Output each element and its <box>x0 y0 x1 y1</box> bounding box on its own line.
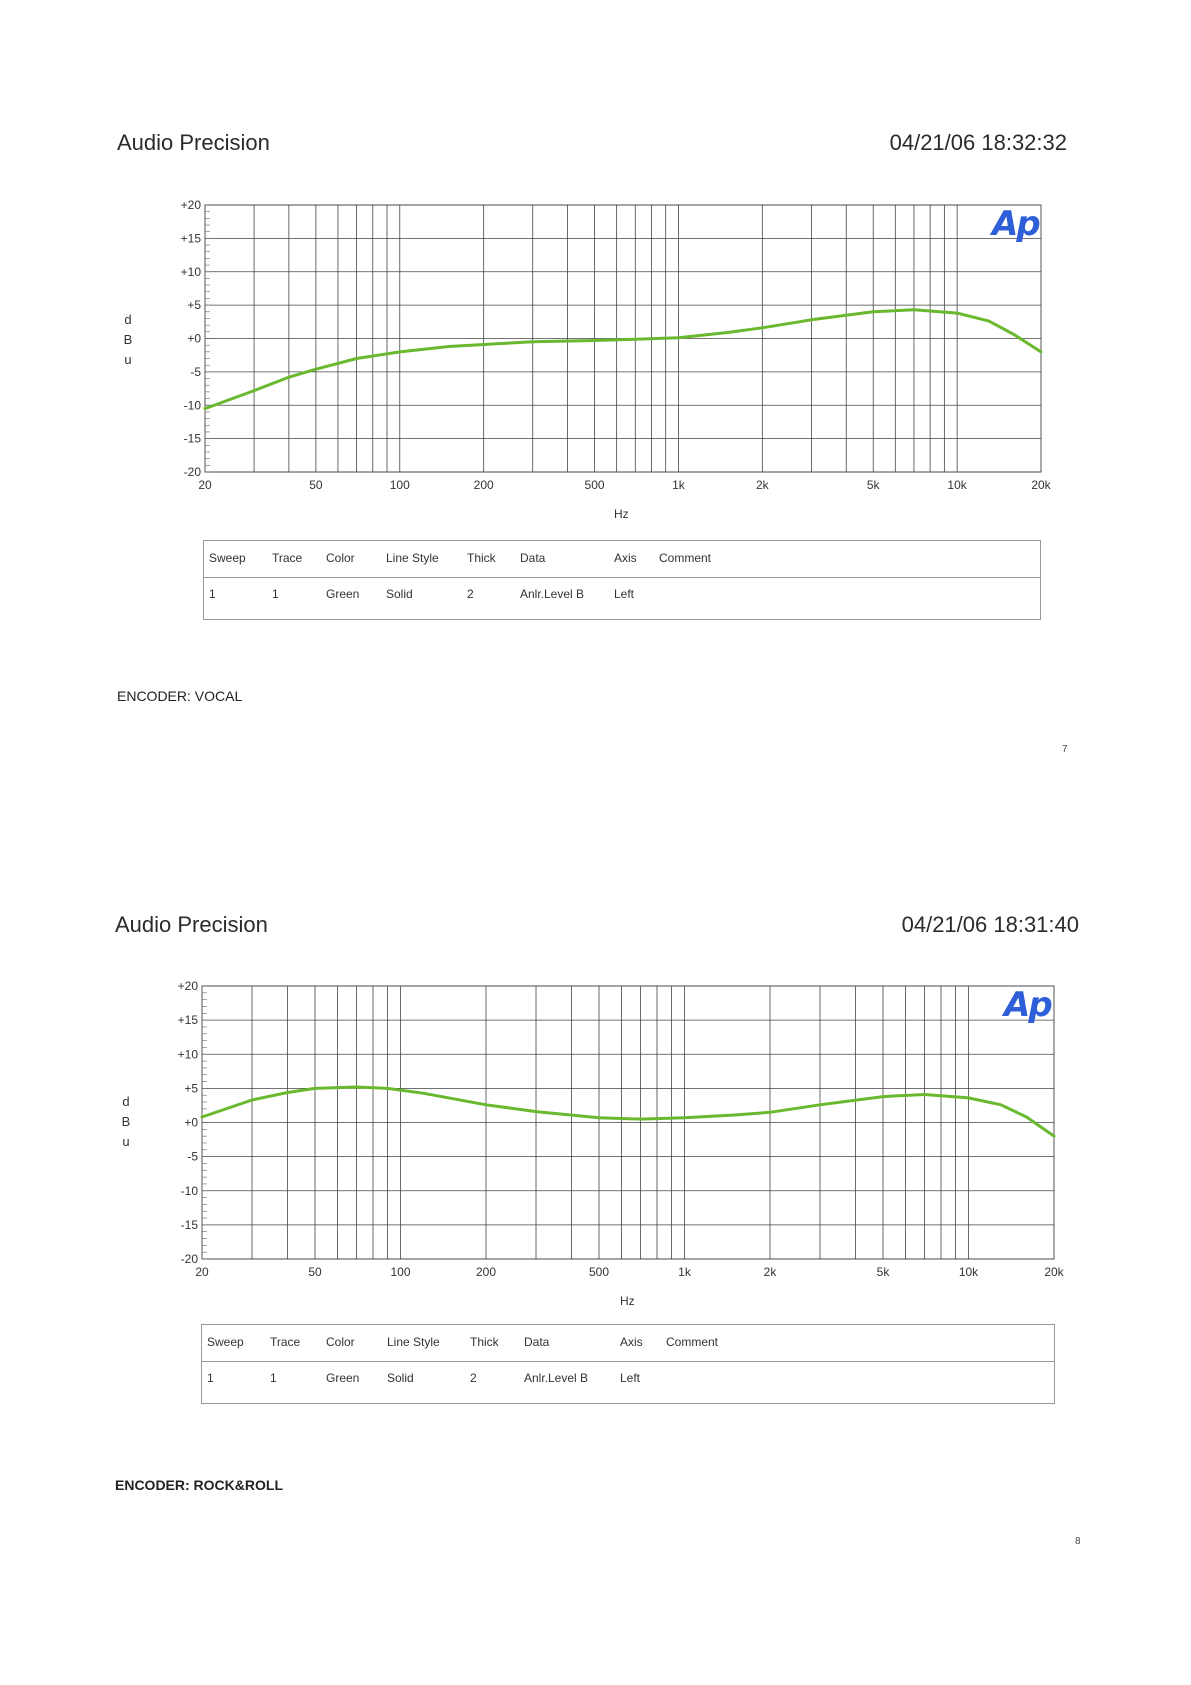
y-tick-label: -10 <box>180 1183 198 1198</box>
legend-cell-thick: 2 <box>467 587 474 601</box>
x-tick-label: 20k <box>1031 478 1051 492</box>
y-tick-label: +5 <box>184 1081 198 1096</box>
chart-area <box>0 780 1191 1540</box>
y-axis-title-b: B <box>123 332 133 347</box>
chart-area <box>0 0 1191 760</box>
legend-cell-color: Green <box>326 1371 360 1385</box>
y-tick-label: -5 <box>187 1149 198 1164</box>
y-tick-label: +0 <box>184 1115 198 1130</box>
legend-cell-trace: 1 <box>270 1371 277 1385</box>
y-tick-label: +15 <box>180 231 201 246</box>
legend-header-data: Data <box>524 1335 550 1349</box>
chart-svg <box>0 0 1191 760</box>
legend-header-comment: Comment <box>659 551 712 565</box>
y-tick-label: +5 <box>187 298 201 313</box>
legend-data-row <box>204 577 1040 613</box>
legend-table <box>203 540 1041 620</box>
y-tick-label: -5 <box>190 364 201 379</box>
y-tick-label: -10 <box>183 398 201 413</box>
y-axis-title-d: d <box>122 1094 130 1109</box>
header-title: Audio Precision <box>115 912 268 937</box>
legend-cell-trace: 1 <box>272 587 279 601</box>
y-axis-title-u: u <box>124 352 132 367</box>
y-axis-title-b: B <box>121 1114 131 1129</box>
ap-logo: Ap <box>992 204 1039 244</box>
legend-header-thick: Thick <box>467 551 496 565</box>
y-tick-label: +15 <box>177 1013 198 1028</box>
y-tick-label: -15 <box>180 1217 198 1232</box>
legend-cell-axis: Left <box>620 1371 641 1385</box>
x-tick-label: 5k <box>866 478 880 492</box>
x-tick-label: 20 <box>195 1265 209 1279</box>
x-tick-label: 1k <box>672 478 685 492</box>
x-tick-label: 500 <box>588 1265 610 1279</box>
encoder-caption: ENCODER: ROCK&ROLL <box>115 1477 283 1493</box>
header-timestamp: 04/21/06 18:31:40 <box>901 912 1079 937</box>
x-tick-label: 20 <box>198 478 212 492</box>
legend-header-trace: Trace <box>270 1335 301 1349</box>
legend-data-row <box>202 1361 1054 1397</box>
y-tick-label: +20 <box>180 198 201 212</box>
y-tick-label: -20 <box>183 465 201 479</box>
legend-header-trace: Trace <box>272 551 303 565</box>
legend-cell-axis: Left <box>614 587 635 601</box>
legend-cell-sweep: 1 <box>209 587 216 601</box>
y-tick-label: +20 <box>177 979 198 993</box>
chart-svg <box>0 780 1191 1540</box>
legend-header-sweep: Sweep <box>207 1335 244 1349</box>
legend-header-sweep: Sweep <box>209 551 246 565</box>
legend-header-row <box>204 541 1040 578</box>
legend-header-color: Color <box>326 1335 355 1349</box>
legend-table <box>201 1324 1055 1404</box>
y-tick-label: -20 <box>180 1252 198 1266</box>
x-tick-label: 50 <box>308 1265 322 1279</box>
legend-cell-line-style: Solid <box>386 587 413 601</box>
legend-cell-sweep: 1 <box>207 1371 214 1385</box>
x-tick-label: 100 <box>389 478 410 492</box>
x-axis-title: Hz <box>614 507 629 521</box>
legend-header-axis: Axis <box>614 551 637 565</box>
x-axis-title: Hz <box>620 1294 635 1308</box>
legend-header-data: Data <box>520 551 546 565</box>
x-tick-label: 1k <box>678 1265 691 1279</box>
legend-header-axis: Axis <box>620 1335 643 1349</box>
y-tick-label: +10 <box>180 264 201 279</box>
y-axis-title-d: d <box>124 312 132 327</box>
y-axis-title-u: u <box>122 1134 130 1149</box>
y-tick-label: -15 <box>183 431 201 446</box>
x-tick-label: 2k <box>755 478 769 492</box>
legend-header-color: Color <box>326 551 355 565</box>
x-tick-label: 50 <box>309 478 323 492</box>
page-number: 8 <box>1075 1536 1081 1547</box>
encoder-caption: ENCODER: VOCAL <box>117 688 243 704</box>
legend-cell-color: Green <box>326 587 360 601</box>
x-tick-label: 5k <box>876 1265 890 1279</box>
header-timestamp: 04/21/06 18:32:32 <box>889 130 1067 155</box>
x-tick-label: 10k <box>958 1265 979 1279</box>
x-tick-label: 20k <box>1044 1265 1064 1279</box>
legend-cell-thick: 2 <box>470 1371 477 1385</box>
legend-header-thick: Thick <box>470 1335 499 1349</box>
legend-header-line-style: Line Style <box>387 1335 440 1349</box>
header-title: Audio Precision <box>117 130 270 155</box>
x-tick-label: 200 <box>475 1265 497 1279</box>
x-tick-label: 2k <box>763 1265 777 1279</box>
y-tick-label: +0 <box>187 331 201 346</box>
x-tick-label: 200 <box>473 478 494 492</box>
legend-cell-data: Anlr.Level B <box>524 1371 589 1385</box>
chart-page-2 <box>0 780 1191 1547</box>
x-tick-label: 10k <box>947 478 967 492</box>
legend-header-comment: Comment <box>666 1335 719 1349</box>
ap-logo: Ap <box>1004 985 1051 1025</box>
legend-cell-data: Anlr.Level B <box>520 587 585 601</box>
legend-header-line-style: Line Style <box>386 551 439 565</box>
y-tick-label: +10 <box>177 1047 198 1062</box>
legend-cell-line-style: Solid <box>387 1371 414 1385</box>
chart-page-1 <box>0 0 1191 760</box>
page-number: 7 <box>1062 744 1068 755</box>
legend-header-row <box>202 1325 1054 1362</box>
x-tick-label: 500 <box>584 478 605 492</box>
x-tick-label: 100 <box>390 1265 411 1279</box>
